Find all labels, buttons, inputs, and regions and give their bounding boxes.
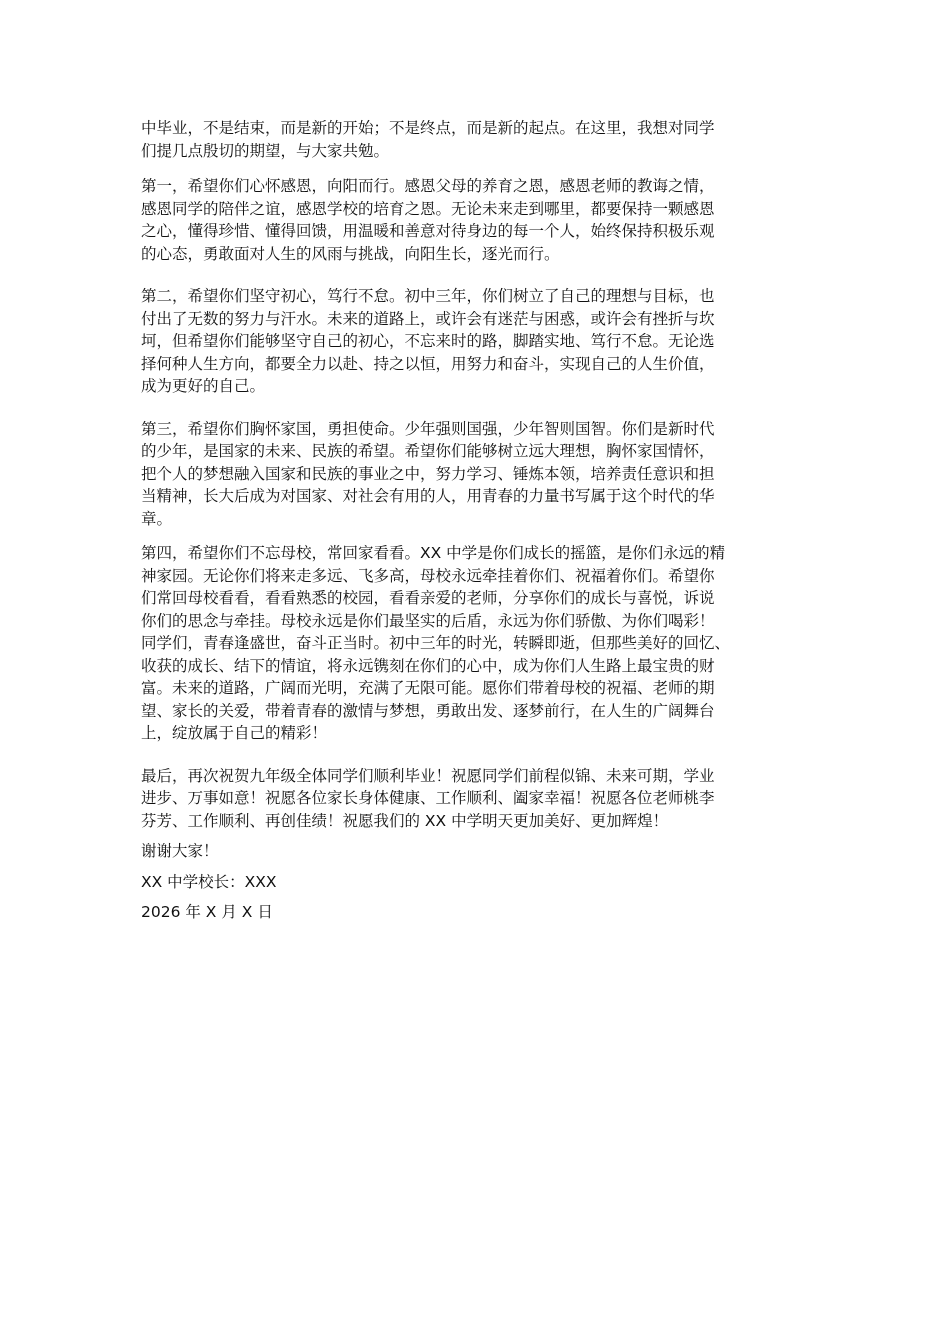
text-line: 的心态，勇敢面对人生的风雨与挑战，向阳生长，逐光而行。	[141, 244, 560, 263]
paragraph-third-wish	[141, 418, 817, 531]
text-line: 坷，但希望你们能够坚守自己的初心，不忘来时的路，脚踏实地、笃行不怠。无论选	[141, 332, 715, 350]
text-line: 第二，希望你们坚守初心，笃行不怠。初中三年，你们树立了自己的理想与目标，也	[141, 287, 715, 305]
text-line: 们提几点殷切的期望，与大家共勉。	[141, 141, 390, 160]
text-line: 神家园。无论你们将来走多远、飞多高，母校永远牵挂着你们、祝福着你们。希望你	[141, 566, 715, 585]
paragraph-first-wish	[141, 175, 817, 265]
paragraph-fourth-wish	[141, 542, 817, 632]
text-line: 同学们，青春逢盛世，奋斗正当时。初中三年的时光，转瞬即逝，但那些美好的回忆、	[141, 634, 731, 652]
text-line: 第三，希望你们胸怀家国，勇担使命。少年强则国强，少年智则国智。你们是新时代	[141, 419, 715, 438]
text-line: 成为更好的自己。	[141, 377, 266, 395]
text-line: XX 中学校长：XXX	[141, 872, 277, 891]
text-line: 收获的成长、结下的情谊，将永远镌刻在你们的心中，成为你们人生路上最宝贵的财	[141, 656, 715, 675]
text-line: 中毕业，不是结束，而是新的开始；不是终点，而是新的起点。在这里，我想对同学	[141, 119, 715, 137]
text-line: 最后，再次祝贺九年级全体同学们顺利毕业！祝愿同学们前程似锦、未来可期，学业	[141, 766, 715, 785]
date-line	[141, 901, 817, 924]
text-line: 的少年，是国家的未来、民族的希望。希望你们能够树立远大理想，胸怀家国情怀，	[141, 442, 715, 460]
text-line: 付出了无数的努力与汗水。未来的道路上，或许会有迷茫与困惑，或许会有挫折与坎	[141, 309, 715, 328]
text-line: 你们的思念与牵挂。母校永远是你们最坚实的后盾，永远为你们骄傲、为你们喝彩！	[141, 611, 715, 630]
text-line: 富。未来的道路，广阔而光明，充满了无限可能。愿你们带着母校的祝福、老师的期	[141, 679, 715, 697]
text-line: 之心，懂得珍惜、懂得回馈，用温暖和善意对待身边的每一个人，始终保持积极乐观	[141, 222, 715, 240]
text-line: 们常回母校看看，看看熟悉的校园，看看亲爱的老师，分享你们的成长与喜悦，诉说	[141, 589, 715, 607]
text-line: 第四，希望你们不忘母校，常回家看看。XX 中学是你们成长的摇篮，是你们永远的精	[141, 544, 726, 562]
paragraph-encouragement	[141, 632, 817, 745]
text-line: 择何种人生方向，都要全力以赴、持之以恒，用努力和奋斗，实现自己的人生价值，	[141, 354, 715, 373]
text-line: 第一，希望你们心怀感恩，向阳而行。感恩父母的养育之恩，感恩老师的教诲之情，	[141, 177, 715, 195]
document-body	[141, 117, 817, 924]
paragraph-second-wish	[141, 285, 817, 398]
text-line: 芬芳、工作顺利、再创佳绩！祝愿我们的 XX 中学明天更加美好、更加辉煌！	[141, 811, 669, 830]
paragraph-intro	[141, 117, 817, 162]
text-line: 望、家长的关爱，带着青春的激情与梦想，勇敢出发、逐梦前行，在人生的广阔舞台	[141, 701, 715, 720]
text-line: 谢谢大家！	[141, 842, 219, 860]
signature-line	[141, 871, 817, 894]
text-line: 上，绽放属于自己的精彩！	[141, 724, 328, 742]
text-line: 2026 年 X 月 X 日	[141, 903, 273, 921]
text-line: 进步、万事如意！祝愿各位家长身体健康、工作顺利、阖家幸福！祝愿各位老师桃李	[141, 789, 715, 807]
text-line: 感恩同学的陪伴之谊，感恩学校的培育之恩。无论未来走到哪里，都要保持一颗感恩	[141, 199, 715, 218]
paragraph-closing-wishes	[141, 765, 817, 833]
text-line: 当精神，长大后成为对国家、对社会有用的人，用青春的力量书写属于这个时代的华	[141, 487, 715, 505]
thanks-line	[141, 840, 817, 863]
text-line: 章。	[141, 509, 173, 528]
text-line: 把个人的梦想融入国家和民族的事业之中，努力学习、锤炼本领，培养责任意识和担	[141, 464, 715, 483]
